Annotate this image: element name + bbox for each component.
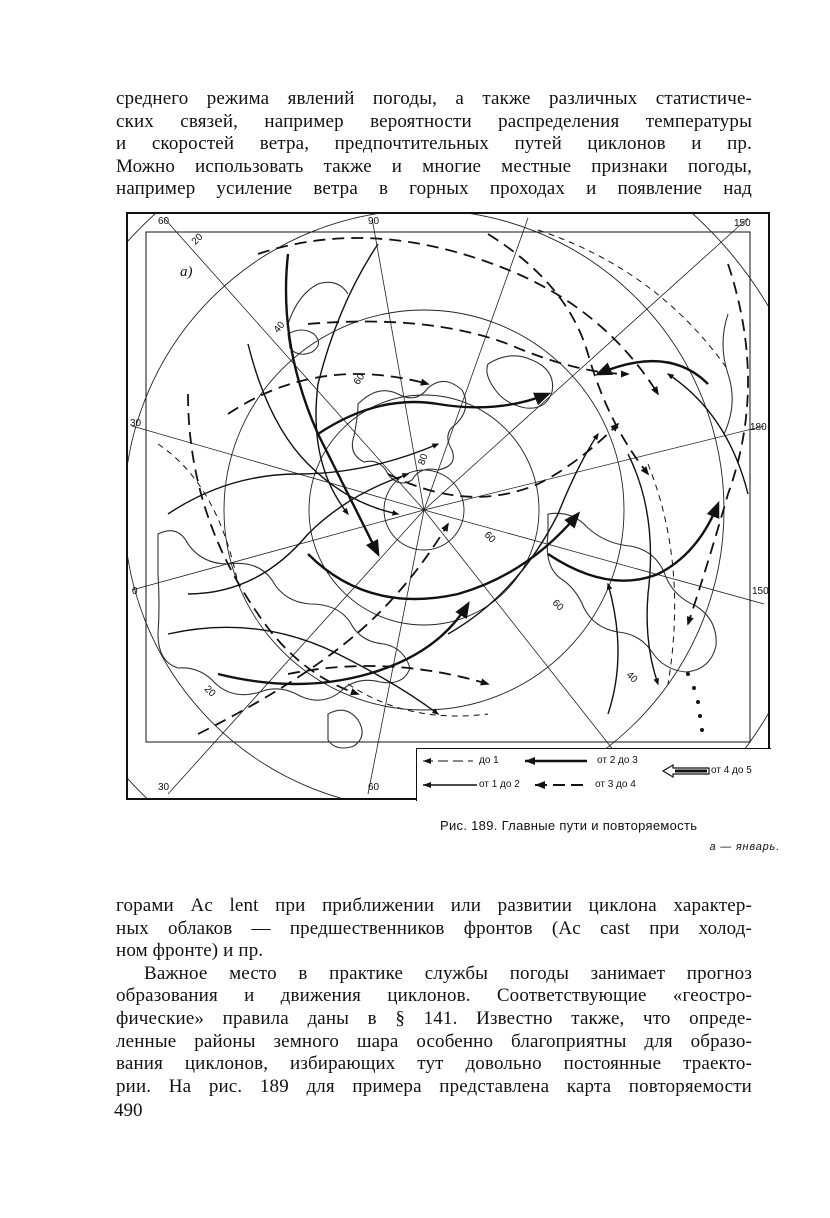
text-line: фические» правила даны в § 141. Известно также, что опреде- [116,1007,752,1029]
grid-label: 150 [752,586,769,597]
grid-label: 150 [734,218,751,229]
text-line: рии. На рис. 189 для примера представлена карта повторяемости [116,1075,752,1097]
grid-label: 30 [130,418,142,429]
grid-label: 30 [158,782,170,793]
bottom-paragraph [116,895,752,1098]
text-line: ных облаков — предшественников фронтов (Ac cast при холод- [116,917,752,939]
caption-sub: а — январь. [709,841,780,853]
latitude-label: 60 [549,597,566,614]
grid-label: 60 [368,782,380,793]
text-line: образования и движения циклонов. Соответствующие «геостро- [116,985,752,1007]
text-line: ном фронте) и пр. [116,940,264,962]
grid-label: 180 [750,422,767,433]
text-line: ленные районы земного шара особенно благоприятны для образо- [116,1030,752,1052]
text-line: вания циклонов, избирающих тут довольно постоянные траекто- [116,1053,752,1075]
latitude-label: 60 [351,371,368,388]
grid-label: 0 [132,586,138,597]
text-line: ских связей, например вероятности распределения температуры [116,110,752,132]
panel-label: а) [180,264,193,280]
latitude-label: 80 [416,452,431,467]
text-line: горами Ac lent при приближении или развитии циклона характер- [116,895,752,916]
text-line: Можно использовать также и многие местные признаки погоды, [116,155,752,177]
figure-caption [440,818,780,853]
top-paragraph [116,88,752,201]
legend-item: от 1 до 2 [479,779,520,790]
legend-item: от 3 до 4 [595,779,636,790]
latitude-label: 20 [189,231,206,248]
text-line: и скоростей ветра, предпочтительных путей циклонов и пр. [116,133,752,155]
legend-item: до 1 [479,755,499,766]
text-line: Важное место в практике службы погоды занимает прогноз [144,962,752,984]
legend-item: от 2 до 3 [597,755,638,766]
latitude-label: 40 [623,669,640,686]
latitude-label: 40 [271,319,288,336]
latitude-label: 20 [201,683,218,700]
map-drawing [128,214,768,798]
page-number: 490 [114,1100,143,1121]
legend-item: от 4 до 5 [711,765,752,776]
grid-label: 90 [368,216,380,227]
caption-title: Рис. 189. Главные пути и повторяемость [440,818,698,833]
legend [416,748,771,801]
cyclone-map-figure [126,212,770,800]
grid-label: 60 [158,216,170,227]
latitude-label: 60 [481,529,498,546]
text-line: среднего режима явлений погоды, а также различных статистиче- [116,88,752,109]
text-line: например усиление ветра в горных проходах и появление над [116,178,752,200]
